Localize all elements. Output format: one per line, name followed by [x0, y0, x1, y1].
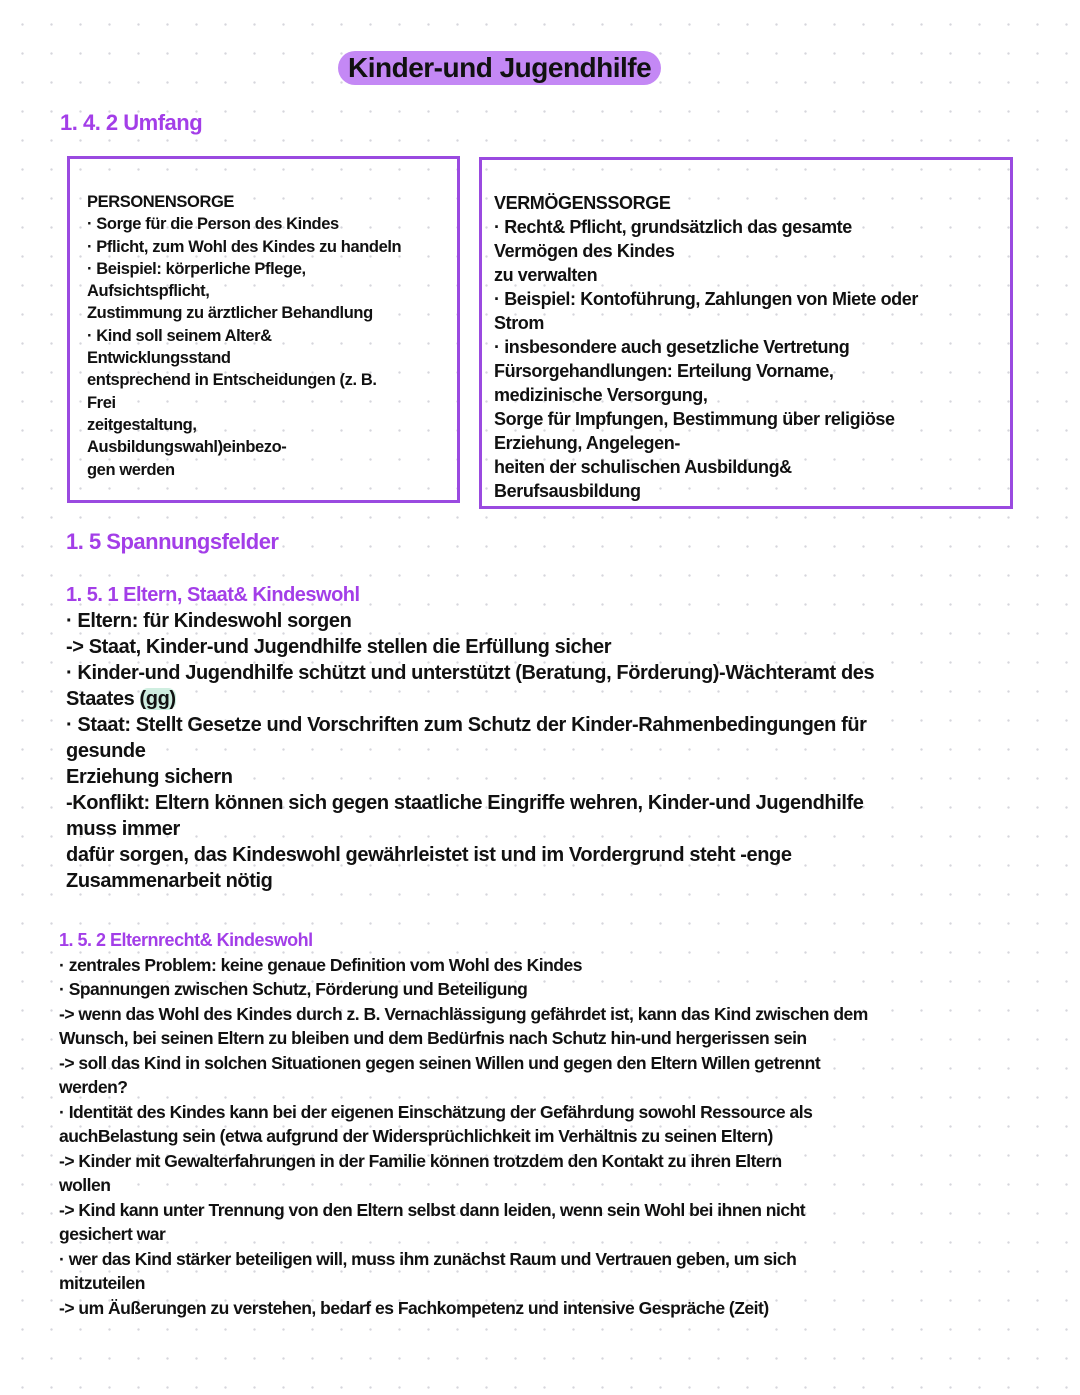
text-line-content: Zusammenarbeit nötig [66, 870, 273, 892]
text-line-content: · Eltern: für Kindeswohl sorgen [66, 610, 352, 632]
text-line [59, 1271, 868, 1296]
text-line-content: gesichert war [59, 1224, 166, 1244]
text-line [87, 392, 401, 414]
text-line-content: -Konflikt: Eltern können sich gegen staatliche Eingriffe wehren, Kinder-und Jugendhilfe [66, 792, 864, 814]
text-line [59, 1222, 868, 1247]
text-line [494, 407, 918, 431]
text-line-content: Vermögen des Kindes [494, 241, 675, 261]
text-line-content: dafür sorgen, das Kindeswohl gewährleistet ist und im Vordergrund steht -enge [66, 844, 792, 866]
text-line [494, 215, 918, 239]
text-line [59, 1296, 868, 1321]
text-line-content: muss immer [66, 818, 180, 840]
text-line [87, 369, 401, 391]
text-line [59, 953, 868, 978]
heading-spannungsfelder: 1. 5 Spannungsfelder [66, 529, 279, 554]
text-line-content: Zustimmung zu ärztlicher Behandlung [87, 304, 373, 323]
text-line [494, 359, 918, 383]
text-line [66, 686, 874, 712]
text-line-content: Ausbildungswahl)einbezo- [87, 438, 287, 457]
text-line-content: -> um Äußerungen zu verstehen, bedarf es Fachkompetenz und intensive Gespräche (Zeit) [59, 1297, 769, 1318]
text-line [87, 258, 401, 280]
text-line-content: -> wenn das Wohl des Kindes durch z. B. Vernachlässigung gefährdet ist, kann das Kind zwischen dem [59, 1003, 868, 1024]
text-line [59, 1149, 868, 1174]
text-line-content: Berufsausbildung [494, 481, 641, 501]
text-line [66, 868, 874, 894]
personensorge-content [87, 191, 401, 481]
text-line-content: Fürsorgehandlungen: Erteilung Vorname, [494, 361, 834, 381]
text-line-content: gesunde [66, 740, 146, 762]
section-eltern-staat [66, 582, 874, 894]
text-line [66, 660, 874, 686]
text-line-content: · zentrales Problem: keine genaue Definition vom Wohl des Kindes [59, 954, 582, 975]
text-line [59, 1198, 868, 1223]
text-line-content: Erziehung sichern [66, 766, 233, 788]
elternrecht-lines [59, 953, 868, 1321]
text-line [494, 431, 918, 455]
text-line [87, 347, 401, 369]
text-line [59, 1026, 868, 1051]
text-line-content: -> Kind kann unter Trennung von den Eltern selbst dann leiden, wenn sein Wohl bei ihnen nicht [59, 1199, 806, 1220]
personensorge-box [67, 156, 460, 503]
text-line-content: Sorge für Impfungen, Bestimmung über religiöse [494, 409, 895, 429]
text-line [494, 287, 918, 311]
text-line [66, 608, 874, 634]
text-line [59, 1124, 868, 1149]
text-line [66, 712, 874, 738]
text-line [494, 335, 918, 359]
text-line-content: Wunsch, bei seinen Eltern zu bleiben und dem Bedürfnis nach Schutz hin-und hergerissen sein [59, 1028, 807, 1048]
text-line-content: · Staat: Stellt Gesetze und Vorschriften zum Schutz der Kinder-Rahmenbedingungen für [66, 714, 867, 736]
vermoegenssorge-lines [494, 215, 918, 503]
vermoegenssorge-content [494, 191, 918, 503]
heading-umfang: 1. 4. 2 Umfang [60, 110, 203, 135]
text-line-content: · insbesondere auch gesetzliche Vertretung [494, 337, 850, 357]
text-line-content: · Identität des Kindes kann bei der eigenen Einschätzung der Gefährdung sowohl Ressource als [59, 1101, 813, 1122]
text-line-content: wollen [59, 1175, 111, 1195]
text-line-content: · Kinder-und Jugendhilfe schützt und unterstützt (Beratung, Förderung)-Wächteramt des [66, 662, 875, 684]
text-line-content: -> Staat, Kinder-und Jugendhilfe stellen die Erfüllung sicher [66, 636, 612, 658]
text-line-content: auchBelastung sein (etwa aufgrund der Widersprüchlichkeit im Verhältnis zu seinen Eltern) [59, 1126, 773, 1146]
text-line-content: · Recht& Pflicht, grundsätzlich das gesamte [494, 217, 852, 237]
text-line [66, 738, 874, 764]
eltern-staat-lines [66, 608, 874, 894]
text-line [494, 383, 918, 407]
text-line-content: mitzuteilen [59, 1273, 145, 1293]
text-line [87, 280, 401, 302]
text-line-content: heiten der schulischen Ausbildung& [494, 457, 792, 477]
text-line [66, 790, 874, 816]
text-line [494, 311, 918, 335]
text-line [66, 842, 874, 868]
section-elternrecht [59, 928, 868, 1320]
text-line-content: zeitgestaltung, [87, 415, 197, 434]
text-line [66, 764, 874, 790]
text-line [87, 236, 401, 258]
text-line [59, 1173, 868, 1198]
text-line-content: Staates [66, 688, 135, 710]
text-line [87, 325, 401, 347]
text-line [87, 213, 401, 235]
text-line-content: -> Kinder mit Gewalterfahrungen in der Familie können trotzdem den Kontakt zu ihren Eltern [59, 1150, 782, 1171]
text-line [87, 414, 401, 436]
text-line-content: -> soll das Kind in solchen Situationen gegen seinen Willen und gegen den Eltern Willen getrennt [59, 1052, 821, 1073]
text-line-content: werden? [59, 1077, 128, 1097]
text-line [66, 634, 874, 660]
page-title: Kinder-und Jugendhilfe [338, 51, 661, 85]
text-line [59, 1075, 868, 1100]
text-line-content: · Beispiel: körperliche Pflege, [87, 259, 306, 278]
text-line-content: Aufsichtspflicht, [87, 282, 210, 301]
text-line [59, 1051, 868, 1076]
personensorge-title: PERSONENSORGE [87, 193, 234, 211]
text-line-content: Strom [494, 313, 545, 333]
text-line-content: gen werden [87, 460, 175, 479]
text-line-content: · Beispiel: Kontoführung, Zahlungen von Miete oder [494, 289, 918, 309]
text-line-content: Entwicklungsstand [87, 349, 231, 368]
text-line-content: Erziehung, Angelegen- [494, 433, 680, 453]
text-line [494, 239, 918, 263]
text-line-content: zu verwalten [494, 265, 598, 285]
text-line-content: medizinische Versorgung, [494, 385, 708, 405]
text-line [66, 816, 874, 842]
heading-elternrecht: 1. 5. 2 Elternrecht& Kindeswohl [59, 930, 313, 950]
text-line-content: · Sorge für die Person des Kindes [87, 215, 339, 234]
text-line-content: entsprechend in Entscheidungen (z. B. [87, 371, 377, 390]
vermoegenssorge-title: VERMÖGENSSORGE [494, 193, 671, 213]
text-line [59, 1247, 868, 1272]
text-line [87, 302, 401, 324]
vermoegenssorge-box [479, 157, 1013, 509]
text-line-content: · wer das Kind stärker beteiligen will, muss ihm zunächst Raum und Vertrauen geben, um sich [59, 1248, 797, 1269]
text-line [59, 977, 868, 1002]
text-line-content: · Kind soll seinem Alter& [87, 326, 272, 345]
text-line [494, 479, 918, 503]
text-line [59, 1002, 868, 1027]
heading-eltern-staat: 1. 5. 1 Eltern, Staat& Kindeswohl [66, 584, 360, 606]
text-line [87, 436, 401, 458]
text-line [494, 455, 918, 479]
text-line [59, 1100, 868, 1125]
text-line-content: · Pflicht, zum Wohl des Kindes zu handeln [87, 237, 402, 256]
text-line-content: Frei [87, 393, 116, 412]
text-line [87, 459, 401, 481]
highlighted-note: (gg) [139, 688, 176, 710]
text-line [494, 263, 918, 287]
text-line-content: · Spannungen zwischen Schutz, Förderung und Beteiligung [59, 979, 528, 999]
personensorge-lines [87, 213, 401, 481]
